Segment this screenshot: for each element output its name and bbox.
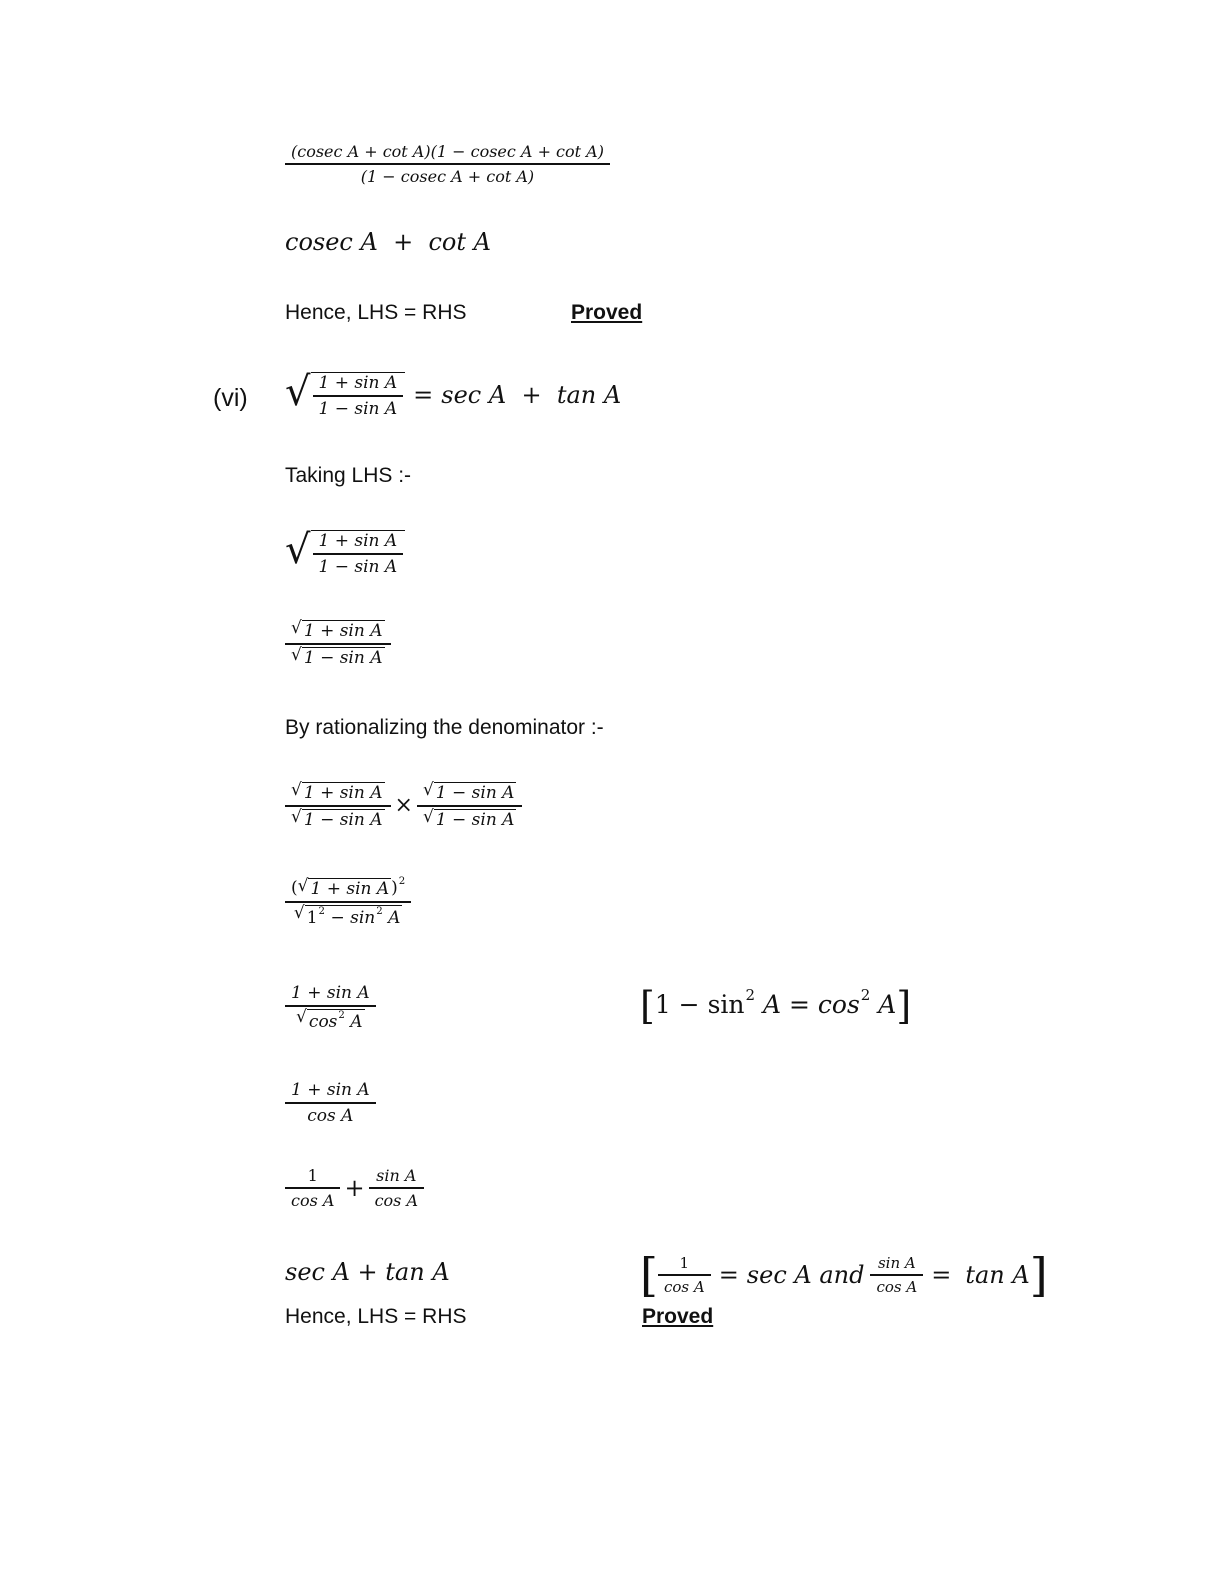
prev-conclusion: Hence, LHS = RHS (285, 301, 467, 324)
step4-var: A (388, 907, 401, 928)
identity-left: 1 − sin (654, 990, 745, 1019)
prev-fraction-denominator: (1 − cosec A + cot A) (360, 166, 535, 186)
final-proved: Proved (642, 1305, 714, 1328)
step2-denominator: 1 − sin A (303, 647, 383, 668)
identity-mid: A = cos (763, 990, 860, 1019)
step1-numerator: 1 + sin A (318, 531, 398, 551)
step3-left-denominator: 1 − sin A (303, 809, 383, 830)
final-note-end: tan A (965, 1261, 1030, 1289)
final-note-mid: sec A and (746, 1261, 865, 1289)
step5-exp: 2 (338, 1009, 345, 1021)
final-note-n2: sin A (877, 1254, 916, 1273)
identity-right: A (878, 990, 897, 1019)
sqrt-sign: √ $\frac{\text{1 + sin A}}{\text{1 − sin A}}$ (285, 372, 405, 419)
lhs-denominator: 1 − sin A (318, 398, 398, 419)
taking-lhs: Taking LHS :- (285, 464, 412, 487)
step4-den-base: 1 (306, 907, 318, 928)
step4-den-exp: 2 (318, 905, 326, 917)
step3-left-numerator: 1 + sin A (303, 783, 383, 803)
step6-denominator: cos A (307, 1105, 354, 1126)
plus-sign: + (344, 1173, 365, 1202)
step6-numerator: 1 + sin A (291, 1080, 370, 1100)
problem-statement (285, 369, 622, 419)
step1-denominator: 1 − sin A (318, 556, 398, 577)
step4-numerator: 1 + sin A (310, 879, 390, 900)
step5-numerator: 1 + sin A (291, 983, 370, 1003)
final-conclusion: Hence, LHS = RHS (285, 1305, 467, 1328)
step7-n2: sin A (376, 1166, 417, 1185)
prev-proved: Proved (571, 301, 643, 324)
prev-fraction-numerator: (cosec A + cot A)(1 − cosec A + cot A) (291, 142, 604, 161)
rhs: sec A + tan A (441, 381, 622, 410)
step7-d2: cos A (374, 1190, 419, 1210)
step3-right-numerator: 1 − sin A (435, 783, 515, 803)
step-6 (285, 1080, 376, 1126)
problem-label: (vi) (213, 384, 248, 412)
identity-exp2: 2 (860, 985, 871, 1004)
rationalize-text: By rationalizing the denominator :- (285, 716, 604, 739)
prev-result: cosec A + cot A (285, 228, 491, 256)
final-note-d1: cos A (663, 1277, 705, 1296)
step-7 (285, 1166, 424, 1210)
step2-numerator: 1 + sin A (303, 621, 383, 641)
step5-var: A (350, 1011, 363, 1032)
step-2: √ 1 + sin A √ 1 − sin A (285, 620, 391, 668)
step-3: √ 1 + sin A √ 1 − sin A × √ 1 − sin A √ 1 − sin A (285, 782, 522, 830)
step4-minus: − (330, 907, 345, 928)
identity-exp1: 2 (745, 985, 756, 1004)
equals-sign: = (413, 381, 434, 410)
prev-fraction (285, 142, 610, 186)
step-5: 1 + sin A √ $\cos^2 A$ (285, 983, 376, 1032)
final-note: [ $\frac{1}{\text{cos A}}$ = sec A and $\frac{\text{sin A}}{\text{cos A}}$ = tan A ] (640, 1248, 1048, 1302)
step4-sin-exp: 2 (376, 905, 383, 917)
step4-exponent: 2 (398, 876, 406, 887)
identity-note: $[1 - \sin^2 A = \cos^2 A]$ (640, 984, 912, 1028)
times-sign: × (394, 793, 413, 819)
step-1: √ $\frac{\text{1 + sin A}}{\text{1 − sin A}}$ (285, 530, 405, 577)
final-note-eq2: = (931, 1261, 952, 1289)
step3-right-denominator: 1 − sin A (435, 809, 515, 830)
lhs-numerator: 1 + sin A (318, 373, 398, 393)
final-result: sec A + tan A (285, 1258, 450, 1286)
step-4: ( √ 1 + sin A )$^2$ √ $1^2 - \sin^2 A$ (285, 876, 411, 928)
step5-cos: cos (308, 1011, 338, 1032)
step7-d1: cos A (291, 1190, 335, 1210)
final-note-d2: cos A (876, 1277, 918, 1296)
final-note-n1: 1 (679, 1254, 690, 1273)
final-note-eq1: = (718, 1261, 739, 1289)
step4-sin: sin (350, 907, 376, 928)
step7-n1: 1 (307, 1166, 318, 1185)
